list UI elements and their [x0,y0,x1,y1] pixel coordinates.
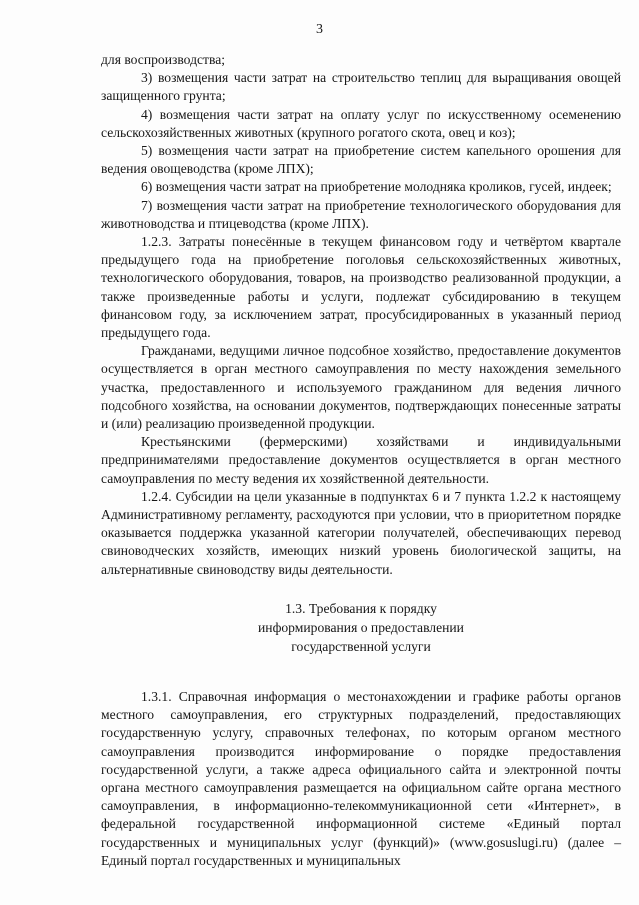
page-number: 3 [316,22,323,37]
list-item-5: 5) возмещения части затрат на приобретение систем капельного орошения для ведения овощеводства (кроме ЛПХ); [101,143,621,177]
document-body [101,51,621,870]
paragraph-continuation: для воспроизводства; [101,52,226,67]
paragraph-1-2-4: 1.2.4. Субсидии на цели указанные в подпунктах 6 и 7 пункта 1.2.2 к настоящему Административному регламенту, расходуются при условии, что в приоритетном порядке оказывается поддержка указанной категории получателей, обеспечивающих перевод свиноводческих хозяйств, имеющих низкий уровень биологической защиты, на альтернативные свиноводству виды деятельности. [101,488,621,577]
list-item-6: 6) возмещения части затрат на приобретение молодняка кроликов, гусей, индеек; [141,179,612,195]
paragraph-1-2-3: 1.2.3. Затраты понесённые в текущем финансовом году и четвёртом квартале предыдущего года на приобретение поголовья сельскохозяйственных животных, технологического оборудования, товаров, на производство реализованной продукции, а также произведенные работы и услуги, подлежат субсидированию в текущем финансовом году, за исключением затрат, просубсидированных в указанный период предыдущего года. [101,234,621,341]
list-item-7: 7) возмещения части затрат на приобретение технологического оборудования для животноводства и птицеводства (кроме ЛПХ). [101,197,621,231]
section-heading-line-1: 1.3. Требования к порядку [285,600,437,616]
paragraph-citizens: Гражданами, ведущими личное подсобное хозяйство, предоставление документов осуществляется в орган местного самоуправления по месту нахождения земельного участка, предоставленного и используемого гражданином для ведения личного подсобного хозяйства, на основании документов, подтверждающих понесенные затраты и (или) реализацию произведенной продукции. [101,343,621,432]
paragraph-1-3-1: 1.3.1. Справочная информация о местонахождении и графике работы органов местного самоуправления, его структурных подразделений, предоставляющих государственную услугу, справочных телефонах, по которым органом местного самоуправления производится информирование о порядке предоставления государственной услуги, а также адреса официального сайта и электронной почты органа местного самоуправления размещается на официальном сайте органа местного самоуправления, в информационно-телекоммуникационной сети «Интернет», в федеральной государственной информационной системе «Единый портал государственных и муниципальных услуг (функций)» (www.gosuslugi.ru) (далее – Единый портал государственных и муниципальных [101,688,621,868]
section-heading [101,599,621,656]
list-item-4: 4) возмещения части затрат на оплату услуг по искусственному осеменению сельскохозяйственных животных (крупного рогатого скота, овец и коз); [101,106,621,140]
paragraph-farmers: Крестьянскими (фермерскими) хозяйствами и индивидуальными предпринимателями предоставление документов осуществляется в орган местного самоуправления по месту ведения их хозяйственной деятельности. [101,434,621,486]
section-heading-line-2: информирования о предоставлении [258,619,464,635]
list-item-3: 3) возмещения части затрат на строительство теплиц для выращивания овощей защищенного грунта; [101,70,621,104]
section-heading-line-3: государственной услуги [291,638,431,654]
